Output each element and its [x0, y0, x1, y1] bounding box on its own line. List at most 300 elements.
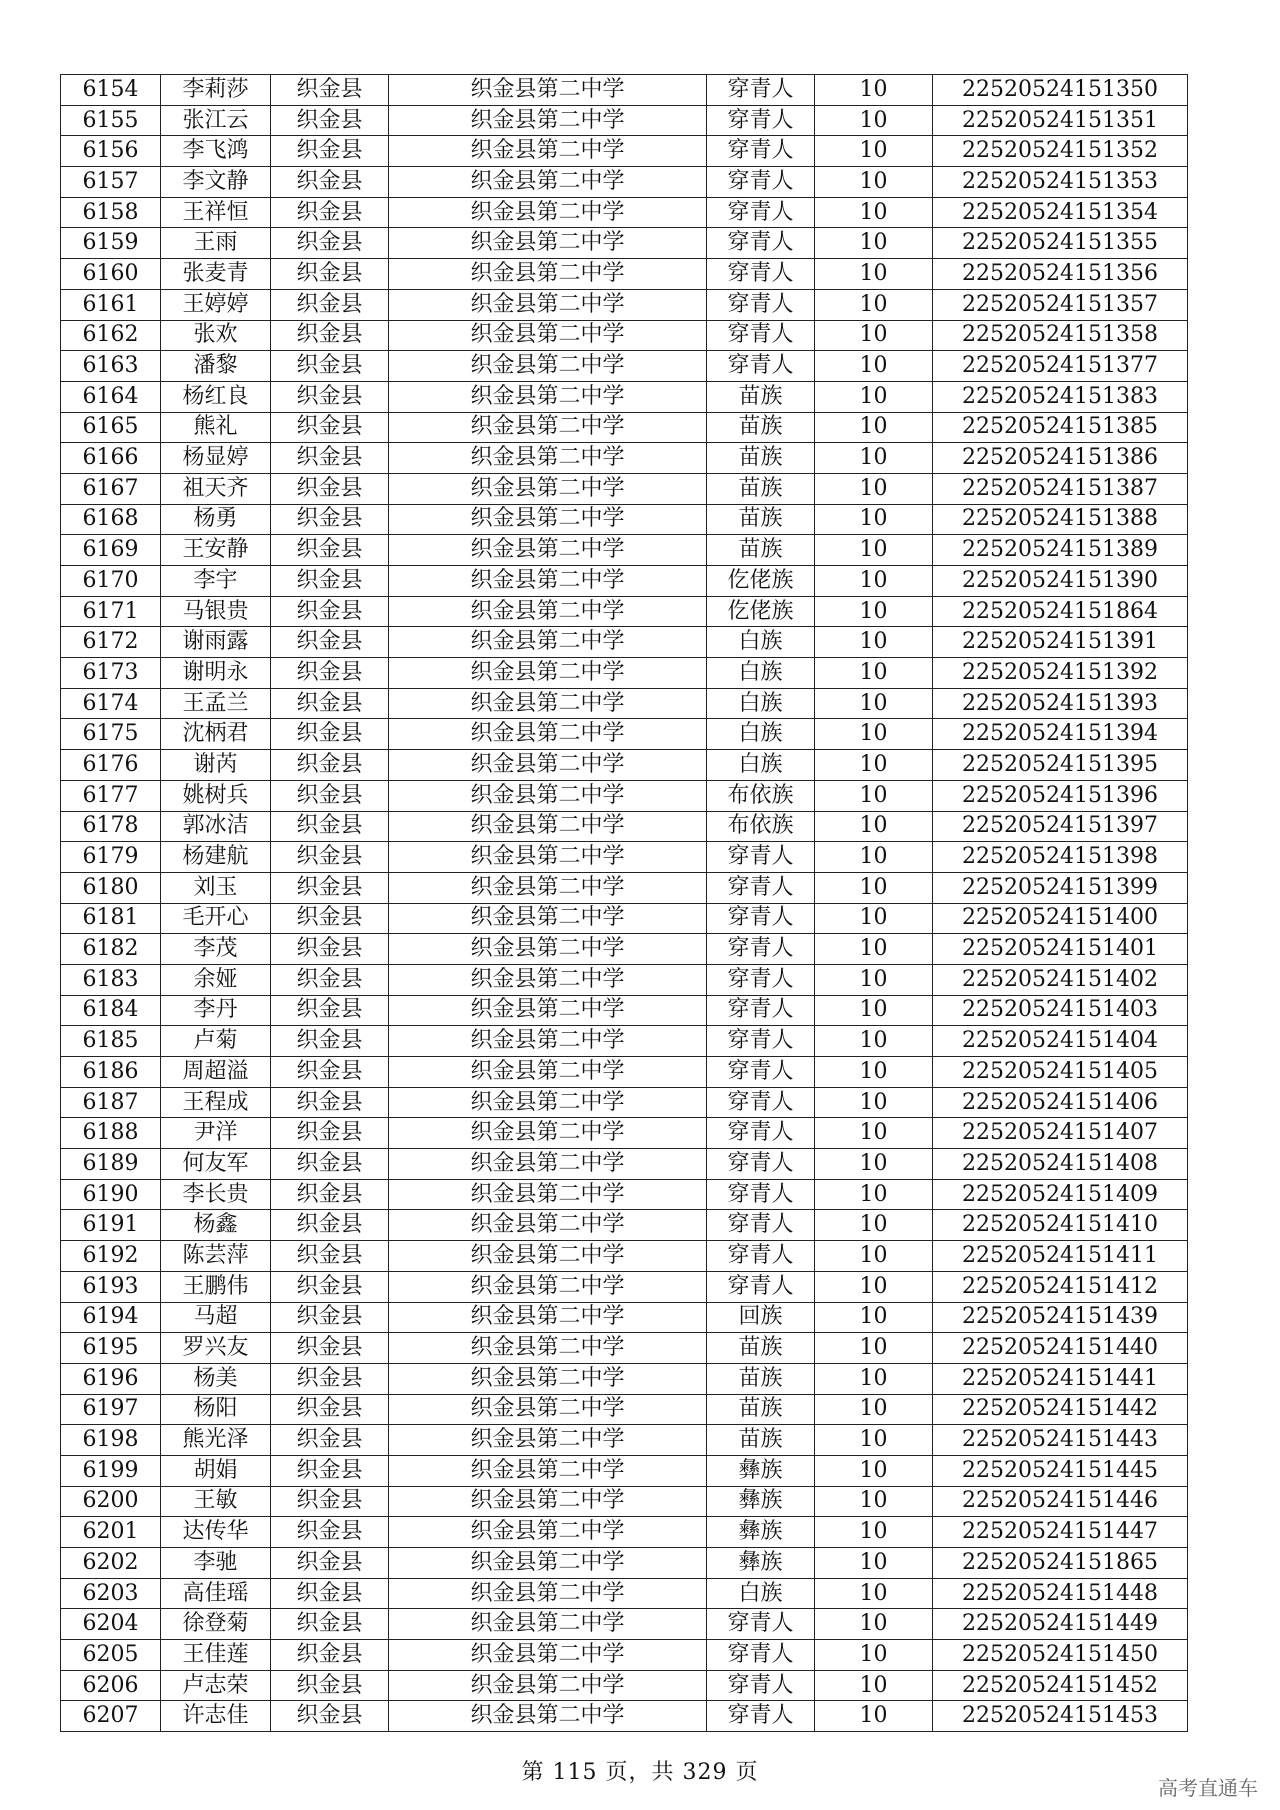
school-cell: 织金县第二中学 — [389, 136, 707, 167]
county-cell: 织金县 — [271, 75, 389, 106]
table-row — [61, 903, 1188, 934]
school-cell: 织金县第二中学 — [389, 1578, 707, 1609]
name-cell: 胡娟 — [161, 1455, 271, 1486]
table-row — [61, 1210, 1188, 1241]
table-row — [61, 1640, 1188, 1671]
county-cell: 织金县 — [271, 412, 389, 443]
table-row — [61, 1517, 1188, 1548]
table-row — [61, 934, 1188, 965]
county-cell: 织金县 — [271, 1455, 389, 1486]
score-cell: 10 — [815, 1455, 933, 1486]
ethnicity-cell: 穿青人 — [707, 1271, 815, 1302]
exam-id-cell: 22520524151355 — [933, 228, 1188, 259]
name-cell: 王婷婷 — [161, 289, 271, 320]
score-cell: 10 — [815, 1057, 933, 1088]
exam-id-cell: 22520524151399 — [933, 872, 1188, 903]
name-cell: 熊礼 — [161, 412, 271, 443]
serial-cell: 6204 — [61, 1609, 161, 1640]
ethnicity-cell: 穿青人 — [707, 75, 815, 106]
exam-id-cell: 22520524151406 — [933, 1087, 1188, 1118]
county-cell: 织金县 — [271, 136, 389, 167]
exam-id-cell: 22520524151396 — [933, 780, 1188, 811]
ethnicity-cell: 穿青人 — [707, 934, 815, 965]
serial-cell: 6180 — [61, 872, 161, 903]
exam-id-cell: 22520524151403 — [933, 995, 1188, 1026]
county-cell: 织金县 — [271, 1670, 389, 1701]
score-cell: 10 — [815, 780, 933, 811]
exam-id-cell: 22520524151864 — [933, 596, 1188, 627]
score-cell: 10 — [815, 320, 933, 351]
serial-cell: 6164 — [61, 381, 161, 412]
name-cell: 刘玉 — [161, 872, 271, 903]
name-cell: 罗兴友 — [161, 1333, 271, 1364]
table-row — [61, 136, 1188, 167]
school-cell: 织金县第二中学 — [389, 289, 707, 320]
score-cell: 10 — [815, 1087, 933, 1118]
name-cell: 徐登菊 — [161, 1609, 271, 1640]
exam-id-cell: 22520524151352 — [933, 136, 1188, 167]
serial-cell: 6154 — [61, 75, 161, 106]
name-cell: 谢明永 — [161, 658, 271, 689]
score-cell: 10 — [815, 1149, 933, 1180]
table-row — [61, 167, 1188, 198]
table-row — [61, 105, 1188, 136]
table-row — [61, 872, 1188, 903]
exam-id-cell: 22520524151448 — [933, 1578, 1188, 1609]
school-cell: 织金县第二中学 — [389, 1302, 707, 1333]
ethnicity-cell: 仡佬族 — [707, 596, 815, 627]
county-cell: 织金县 — [271, 566, 389, 597]
school-cell: 织金县第二中学 — [389, 228, 707, 259]
name-cell: 熊光泽 — [161, 1425, 271, 1456]
table-row — [61, 780, 1188, 811]
score-cell: 10 — [815, 1271, 933, 1302]
table-row — [61, 1701, 1188, 1732]
ethnicity-cell: 苗族 — [707, 535, 815, 566]
exam-id-cell: 22520524151442 — [933, 1394, 1188, 1425]
exam-id-cell: 22520524151446 — [933, 1486, 1188, 1517]
score-cell: 10 — [815, 1640, 933, 1671]
school-cell: 织金县第二中学 — [389, 75, 707, 106]
ethnicity-cell: 彝族 — [707, 1517, 815, 1548]
score-cell: 10 — [815, 504, 933, 535]
name-cell: 陈芸萍 — [161, 1241, 271, 1272]
ethnicity-cell: 仡佬族 — [707, 566, 815, 597]
name-cell: 杨红良 — [161, 381, 271, 412]
serial-cell: 6205 — [61, 1640, 161, 1671]
serial-cell: 6206 — [61, 1670, 161, 1701]
serial-cell: 6175 — [61, 719, 161, 750]
serial-cell: 6163 — [61, 351, 161, 382]
exam-id-cell: 22520524151353 — [933, 167, 1188, 198]
county-cell: 织金县 — [271, 197, 389, 228]
ethnicity-cell: 穿青人 — [707, 964, 815, 995]
table-row — [61, 320, 1188, 351]
serial-cell: 6192 — [61, 1241, 161, 1272]
exam-id-cell: 22520524151392 — [933, 658, 1188, 689]
ethnicity-cell: 苗族 — [707, 443, 815, 474]
school-cell: 织金县第二中学 — [389, 1179, 707, 1210]
ethnicity-cell: 穿青人 — [707, 903, 815, 934]
ethnicity-cell: 彝族 — [707, 1486, 815, 1517]
exam-id-cell: 22520524151408 — [933, 1149, 1188, 1180]
name-cell: 达传华 — [161, 1517, 271, 1548]
score-cell: 10 — [815, 995, 933, 1026]
name-cell: 王孟兰 — [161, 688, 271, 719]
serial-cell: 6173 — [61, 658, 161, 689]
exam-id-cell: 22520524151350 — [933, 75, 1188, 106]
score-cell: 10 — [815, 1241, 933, 1272]
name-cell: 杨建航 — [161, 842, 271, 873]
county-cell: 织金县 — [271, 596, 389, 627]
school-cell: 织金县第二中学 — [389, 1210, 707, 1241]
serial-cell: 6198 — [61, 1425, 161, 1456]
school-cell: 织金县第二中学 — [389, 443, 707, 474]
serial-cell: 6179 — [61, 842, 161, 873]
ethnicity-cell: 苗族 — [707, 1394, 815, 1425]
table-row — [61, 1425, 1188, 1456]
table-row — [61, 443, 1188, 474]
county-cell: 织金县 — [271, 1118, 389, 1149]
exam-id-cell: 22520524151395 — [933, 750, 1188, 781]
name-cell: 王安静 — [161, 535, 271, 566]
exam-id-cell: 22520524151394 — [933, 719, 1188, 750]
score-cell: 10 — [815, 627, 933, 658]
score-cell: 10 — [815, 136, 933, 167]
school-cell: 织金县第二中学 — [389, 780, 707, 811]
exam-id-cell: 22520524151387 — [933, 473, 1188, 504]
score-cell: 10 — [815, 105, 933, 136]
serial-cell: 6174 — [61, 688, 161, 719]
table-row — [61, 535, 1188, 566]
page-number: 第 115 页，共 329 页 — [521, 1760, 759, 1785]
county-cell: 织金县 — [271, 780, 389, 811]
table-row — [61, 627, 1188, 658]
county-cell: 织金县 — [271, 1578, 389, 1609]
county-cell: 织金县 — [271, 289, 389, 320]
school-cell: 织金县第二中学 — [389, 1363, 707, 1394]
score-cell: 10 — [815, 750, 933, 781]
exam-id-cell: 22520524151397 — [933, 811, 1188, 842]
school-cell: 织金县第二中学 — [389, 504, 707, 535]
county-cell: 织金县 — [271, 627, 389, 658]
serial-cell: 6182 — [61, 934, 161, 965]
school-cell: 织金县第二中学 — [389, 872, 707, 903]
score-cell: 10 — [815, 1701, 933, 1732]
county-cell: 织金县 — [271, 1087, 389, 1118]
exam-id-cell: 22520524151386 — [933, 443, 1188, 474]
table-row — [61, 197, 1188, 228]
exam-id-cell: 22520524151393 — [933, 688, 1188, 719]
school-cell: 织金县第二中学 — [389, 1548, 707, 1579]
name-cell: 王敏 — [161, 1486, 271, 1517]
county-cell: 织金县 — [271, 1425, 389, 1456]
serial-cell: 6172 — [61, 627, 161, 658]
county-cell: 织金县 — [271, 167, 389, 198]
name-cell: 杨勇 — [161, 504, 271, 535]
ethnicity-cell: 穿青人 — [707, 1241, 815, 1272]
ethnicity-cell: 穿青人 — [707, 1149, 815, 1180]
ethnicity-cell: 白族 — [707, 627, 815, 658]
county-cell: 织金县 — [271, 473, 389, 504]
table-row — [61, 1057, 1188, 1088]
school-cell: 织金县第二中学 — [389, 473, 707, 504]
score-cell: 10 — [815, 289, 933, 320]
table-row — [61, 1271, 1188, 1302]
serial-cell: 6201 — [61, 1517, 161, 1548]
ethnicity-cell: 白族 — [707, 750, 815, 781]
name-cell: 李宇 — [161, 566, 271, 597]
table-row — [61, 811, 1188, 842]
county-cell: 织金县 — [271, 381, 389, 412]
county-cell: 织金县 — [271, 1640, 389, 1671]
table-row — [61, 351, 1188, 382]
table-row — [61, 566, 1188, 597]
county-cell: 织金县 — [271, 105, 389, 136]
ethnicity-cell: 穿青人 — [707, 167, 815, 198]
table-row — [61, 1333, 1188, 1364]
ethnicity-cell: 布依族 — [707, 780, 815, 811]
table-row — [61, 75, 1188, 106]
ethnicity-cell: 穿青人 — [707, 228, 815, 259]
table-row — [61, 1118, 1188, 1149]
serial-cell: 6190 — [61, 1179, 161, 1210]
table-row — [61, 1548, 1188, 1579]
serial-cell: 6157 — [61, 167, 161, 198]
exam-id-cell: 22520524151447 — [933, 1517, 1188, 1548]
ethnicity-cell: 白族 — [707, 658, 815, 689]
table-row — [61, 259, 1188, 290]
table-row — [61, 1302, 1188, 1333]
score-cell: 10 — [815, 811, 933, 842]
name-cell: 李文静 — [161, 167, 271, 198]
table-row — [61, 596, 1188, 627]
school-cell: 织金县第二中学 — [389, 1425, 707, 1456]
table-row — [61, 412, 1188, 443]
name-cell: 王鹏伟 — [161, 1271, 271, 1302]
ethnicity-cell: 穿青人 — [707, 1087, 815, 1118]
exam-id-cell: 22520524151391 — [933, 627, 1188, 658]
name-cell: 王祥恒 — [161, 197, 271, 228]
school-cell: 织金县第二中学 — [389, 596, 707, 627]
county-cell: 织金县 — [271, 1363, 389, 1394]
serial-cell: 6162 — [61, 320, 161, 351]
score-cell: 10 — [815, 872, 933, 903]
county-cell: 织金县 — [271, 535, 389, 566]
serial-cell: 6158 — [61, 197, 161, 228]
score-cell: 10 — [815, 1363, 933, 1394]
serial-cell: 6188 — [61, 1118, 161, 1149]
table-row — [61, 658, 1188, 689]
county-cell: 织金县 — [271, 1517, 389, 1548]
score-cell: 10 — [815, 197, 933, 228]
ethnicity-cell: 穿青人 — [707, 1701, 815, 1732]
exam-id-cell: 22520524151439 — [933, 1302, 1188, 1333]
name-cell: 祖天齐 — [161, 473, 271, 504]
county-cell: 织金县 — [271, 504, 389, 535]
school-cell: 织金县第二中学 — [389, 535, 707, 566]
exam-id-cell: 22520524151401 — [933, 934, 1188, 965]
county-cell: 织金县 — [271, 1609, 389, 1640]
score-cell: 10 — [815, 842, 933, 873]
county-cell: 织金县 — [271, 1548, 389, 1579]
serial-cell: 6194 — [61, 1302, 161, 1333]
serial-cell: 6160 — [61, 259, 161, 290]
school-cell: 织金县第二中学 — [389, 688, 707, 719]
school-cell: 织金县第二中学 — [389, 167, 707, 198]
serial-cell: 6187 — [61, 1087, 161, 1118]
exam-id-cell: 22520524151450 — [933, 1640, 1188, 1671]
ethnicity-cell: 穿青人 — [707, 1057, 815, 1088]
name-cell: 卢菊 — [161, 1026, 271, 1057]
name-cell: 李驰 — [161, 1548, 271, 1579]
name-cell: 卢志荣 — [161, 1670, 271, 1701]
score-cell: 10 — [815, 1333, 933, 1364]
score-cell: 10 — [815, 473, 933, 504]
school-cell: 织金县第二中学 — [389, 1394, 707, 1425]
name-cell: 李丹 — [161, 995, 271, 1026]
school-cell: 织金县第二中学 — [389, 1271, 707, 1302]
score-cell: 10 — [815, 1302, 933, 1333]
name-cell: 沈柄君 — [161, 719, 271, 750]
county-cell: 织金县 — [271, 872, 389, 903]
score-cell: 10 — [815, 381, 933, 412]
table-row — [61, 995, 1188, 1026]
exam-id-cell: 22520524151357 — [933, 289, 1188, 320]
name-cell: 周超溢 — [161, 1057, 271, 1088]
score-cell: 10 — [815, 1394, 933, 1425]
exam-id-cell: 22520524151383 — [933, 381, 1188, 412]
school-cell: 织金县第二中学 — [389, 351, 707, 382]
school-cell: 织金县第二中学 — [389, 320, 707, 351]
name-cell: 张麦青 — [161, 259, 271, 290]
exam-id-cell: 22520524151402 — [933, 964, 1188, 995]
table-row — [61, 381, 1188, 412]
serial-cell: 6156 — [61, 136, 161, 167]
serial-cell: 6191 — [61, 1210, 161, 1241]
county-cell: 织金县 — [271, 811, 389, 842]
county-cell: 织金县 — [271, 259, 389, 290]
name-cell: 杨阳 — [161, 1394, 271, 1425]
table-row — [61, 750, 1188, 781]
name-cell: 王程成 — [161, 1087, 271, 1118]
exam-id-cell: 22520524151441 — [933, 1363, 1188, 1394]
table-body — [61, 75, 1188, 1732]
school-cell: 织金县第二中学 — [389, 903, 707, 934]
ethnicity-cell: 穿青人 — [707, 197, 815, 228]
exam-id-cell: 22520524151377 — [933, 351, 1188, 382]
name-cell: 王佳莲 — [161, 1640, 271, 1671]
score-cell: 10 — [815, 1517, 933, 1548]
score-cell: 10 — [815, 1670, 933, 1701]
name-cell: 李飞鸿 — [161, 136, 271, 167]
school-cell: 织金县第二中学 — [389, 1701, 707, 1732]
exam-id-cell: 22520524151358 — [933, 320, 1188, 351]
serial-cell: 6177 — [61, 780, 161, 811]
ethnicity-cell: 白族 — [707, 688, 815, 719]
name-cell: 谢芮 — [161, 750, 271, 781]
exam-id-cell: 22520524151398 — [933, 842, 1188, 873]
exam-id-cell: 22520524151865 — [933, 1548, 1188, 1579]
score-cell: 10 — [815, 535, 933, 566]
table-row — [61, 1609, 1188, 1640]
table-row — [61, 1363, 1188, 1394]
exam-id-cell: 22520524151400 — [933, 903, 1188, 934]
name-cell: 马银贵 — [161, 596, 271, 627]
school-cell: 织金县第二中学 — [389, 964, 707, 995]
exam-id-cell: 22520524151410 — [933, 1210, 1188, 1241]
serial-cell: 6199 — [61, 1455, 161, 1486]
score-cell: 10 — [815, 1118, 933, 1149]
county-cell: 织金县 — [271, 934, 389, 965]
name-cell: 高佳瑶 — [161, 1578, 271, 1609]
ethnicity-cell: 穿青人 — [707, 136, 815, 167]
county-cell: 织金县 — [271, 320, 389, 351]
school-cell: 织金县第二中学 — [389, 1609, 707, 1640]
score-cell: 10 — [815, 566, 933, 597]
table-row — [61, 473, 1188, 504]
exam-id-cell: 22520524151453 — [933, 1701, 1188, 1732]
score-cell: 10 — [815, 75, 933, 106]
serial-cell: 6197 — [61, 1394, 161, 1425]
ethnicity-cell: 穿青人 — [707, 995, 815, 1026]
exam-id-cell: 22520524151404 — [933, 1026, 1188, 1057]
table-row — [61, 504, 1188, 535]
student-list-table — [60, 74, 1188, 1732]
ethnicity-cell: 穿青人 — [707, 1640, 815, 1671]
county-cell: 织金县 — [271, 351, 389, 382]
exam-id-cell: 22520524151388 — [933, 504, 1188, 535]
county-cell: 织金县 — [271, 1271, 389, 1302]
county-cell: 织金县 — [271, 658, 389, 689]
serial-cell: 6169 — [61, 535, 161, 566]
name-cell: 李长贵 — [161, 1179, 271, 1210]
serial-cell: 6193 — [61, 1271, 161, 1302]
county-cell: 织金县 — [271, 995, 389, 1026]
school-cell: 织金县第二中学 — [389, 1241, 707, 1272]
ethnicity-cell: 彝族 — [707, 1548, 815, 1579]
ethnicity-cell: 白族 — [707, 719, 815, 750]
name-cell: 张江云 — [161, 105, 271, 136]
school-cell: 织金县第二中学 — [389, 750, 707, 781]
score-cell: 10 — [815, 1425, 933, 1456]
ethnicity-cell: 穿青人 — [707, 1210, 815, 1241]
school-cell: 织金县第二中学 — [389, 197, 707, 228]
county-cell: 织金县 — [271, 1701, 389, 1732]
ethnicity-cell: 苗族 — [707, 1363, 815, 1394]
ethnicity-cell: 穿青人 — [707, 289, 815, 320]
table-row — [61, 1179, 1188, 1210]
table-row — [61, 1486, 1188, 1517]
ethnicity-cell: 穿青人 — [707, 351, 815, 382]
serial-cell: 6171 — [61, 596, 161, 627]
school-cell: 织金县第二中学 — [389, 811, 707, 842]
county-cell: 织金县 — [271, 1302, 389, 1333]
ethnicity-cell: 穿青人 — [707, 872, 815, 903]
table-row — [61, 1394, 1188, 1425]
school-cell: 织金县第二中学 — [389, 842, 707, 873]
score-cell: 10 — [815, 1486, 933, 1517]
school-cell: 织金县第二中学 — [389, 105, 707, 136]
county-cell: 织金县 — [271, 1057, 389, 1088]
exam-id-cell: 22520524151389 — [933, 535, 1188, 566]
ethnicity-cell: 苗族 — [707, 473, 815, 504]
school-cell: 织金县第二中学 — [389, 1057, 707, 1088]
ethnicity-cell: 穿青人 — [707, 105, 815, 136]
county-cell: 织金县 — [271, 1210, 389, 1241]
table-row — [61, 1087, 1188, 1118]
exam-id-cell: 22520524151409 — [933, 1179, 1188, 1210]
